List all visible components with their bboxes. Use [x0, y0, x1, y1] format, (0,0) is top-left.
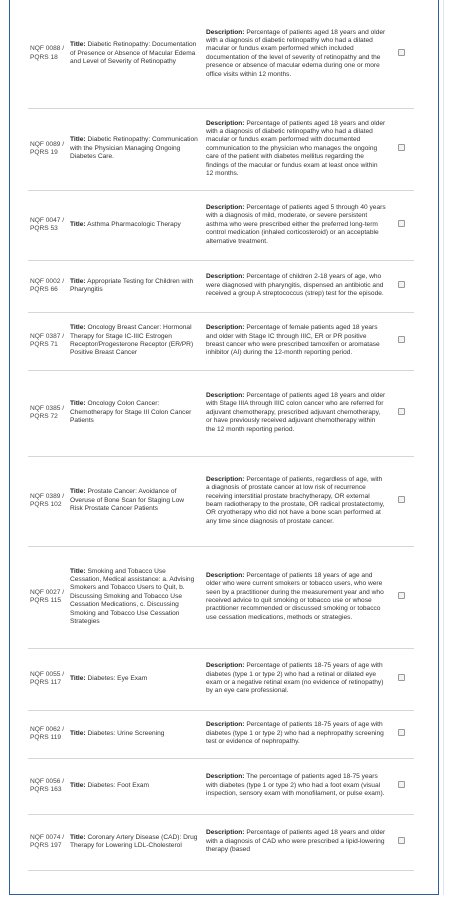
title-label: Title:	[70, 324, 86, 332]
measure-title-cell	[68, 710, 204, 758]
measure-checkbox[interactable]	[398, 408, 405, 415]
measure-title-cell	[68, 108, 204, 190]
measure-description-cell	[204, 0, 388, 108]
title-label: Title:	[70, 488, 86, 496]
measure-title-cell	[68, 814, 204, 870]
title-label: Title:	[70, 277, 86, 285]
measure-checkbox[interactable]	[398, 144, 405, 151]
measure-select-cell	[388, 546, 414, 648]
measure-description: Percentage of patients aged 5 through 40 years with a diagnosis of mild, moderate, or severe persistent asthma who were prescribed either the preferred long-term control medication (inhaled corticosteroid) or an acceptable alternative treatment.	[206, 203, 386, 245]
measure-description: The percentage of patients aged 18-75 years with diabetes (type 1 or type 2) who had a foot exam (visual inspection, sensory exam with monofilament, or pulse exam).	[206, 773, 385, 798]
measure-title-cell	[68, 260, 204, 312]
scroll-rail	[443, 0, 452, 895]
measure-description: Percentage of patients aged 18 years and older with a diagnosis of diabetic retinopathy who had a dilated macular or fundus exam performed which included documentation of the level of severity of retinopathy and the presence or absence of macular edema during one or more office visits within 12 months.	[206, 28, 386, 78]
measure-description-cell	[204, 108, 388, 190]
measure-row	[28, 758, 414, 814]
description-label: Description:	[206, 571, 245, 579]
measure-id: NQF 0389 / PQRS 102	[28, 456, 68, 546]
measure-title-cell	[68, 546, 204, 648]
measure-select-cell	[388, 260, 414, 312]
measure-row	[28, 108, 414, 190]
measure-id: NQF 0088 / PQRS 18	[28, 0, 68, 108]
measure-row	[28, 260, 414, 312]
measure-title: Diabetes: Eye Exam	[87, 674, 148, 682]
measure-description: Percentage of patients 18 years of age and older who were current smokers or tobacco users, who were seen by a practitioner during the measurement year and who received advice to quit smoking or tobacco use or whose practitioner recommended or discussed smoking or tobacco use cessation medications, methods or strategies.	[206, 571, 384, 621]
title-label: Title:	[70, 674, 86, 682]
measure-row	[28, 0, 414, 108]
description-label: Description:	[206, 829, 245, 837]
measure-row	[28, 190, 414, 260]
title-label: Title:	[70, 781, 86, 789]
measure-title: Prostate Cancer: Avoidance of Overuse of Bone Scan for Staging Low Risk Prostate Cancer Patients	[70, 488, 184, 513]
measure-select-cell	[388, 0, 414, 108]
description-label: Description:	[206, 475, 245, 483]
measure-title-cell	[68, 370, 204, 456]
measure-checkbox[interactable]	[398, 496, 405, 503]
measure-id: NQF 0002 / PQRS 66	[28, 260, 68, 312]
measure-description-cell	[204, 190, 388, 260]
measure-title: Diabetic Retinopathy: Communication with the Physician Managing Ongoing Diabetes Care.	[70, 136, 198, 161]
measure-checkbox[interactable]	[398, 674, 405, 681]
measure-description-cell	[204, 546, 388, 648]
measure-title-cell	[68, 648, 204, 710]
description-label: Description:	[206, 28, 245, 36]
measure-title: Smoking and Tobacco Use Cessation, Medical assistance: a. Advising Smokers and Tobacco Users to Quit, b. Discussing Smoking and Tobacco Use Cessation Medications, c. Discussing Smoking and Tobacco Use Cessation Strategies	[70, 567, 195, 626]
measure-id: NQF 0027 / PQRS 115	[28, 546, 68, 648]
measure-id: NQF 0062 / PQRS 119	[28, 710, 68, 758]
description-label: Description:	[206, 662, 245, 670]
description-label: Description:	[206, 203, 245, 211]
description-label: Description:	[206, 273, 245, 281]
title-label: Title:	[70, 400, 86, 408]
measure-checkbox[interactable]	[398, 837, 405, 844]
measures-table	[28, 0, 414, 871]
measure-id: NQF 0387 / PQRS 71	[28, 312, 68, 370]
measure-select-cell	[388, 190, 414, 260]
measure-row	[28, 648, 414, 710]
measure-checkbox[interactable]	[398, 781, 405, 788]
measure-title: Oncology Colon Cancer: Chemotherapy for Stage III Colon Cancer Patients	[70, 400, 192, 425]
measure-description-cell	[204, 648, 388, 710]
measure-id: NQF 0089 / PQRS 19	[28, 108, 68, 190]
title-label: Title:	[70, 41, 86, 49]
measure-description-cell	[204, 456, 388, 546]
measure-title-cell	[68, 312, 204, 370]
measure-description-cell	[204, 758, 388, 814]
measure-title-cell	[68, 758, 204, 814]
measure-select-cell	[388, 758, 414, 814]
measure-checkbox[interactable]	[398, 729, 405, 736]
title-label: Title:	[70, 567, 86, 575]
measure-description: Percentage of patients, regardless of age, with a diagnosis of prostate cancer at low risk of recurrence receiving interstitial prostate brachytherapy, OR external beam radiotherapy to the prostate, OR radical prostatectomy, OR cryotherapy who did not have a bone scan performed at any time since diagnosis of prostate cancer.	[206, 475, 385, 525]
measure-select-cell	[388, 710, 414, 758]
measure-row	[28, 710, 414, 758]
measure-checkbox[interactable]	[398, 220, 405, 227]
measure-row	[28, 546, 414, 648]
measure-checkbox[interactable]	[398, 49, 405, 56]
measure-description: Percentage of female patients aged 18 years and older with Stage IC through IIIC, ER or PR positive breast cancer who were prescribed tamoxifen or aromatase inhibitor (AI) during the 12-month reporting period.	[206, 324, 380, 357]
measure-id: NQF 0074 / PQRS 197	[28, 814, 68, 870]
measure-title-cell	[68, 190, 204, 260]
measure-checkbox[interactable]	[398, 592, 405, 599]
measure-title: Coronary Artery Disease (CAD): Drug Therapy for Lowering LDL-Cholesterol	[70, 833, 198, 849]
measure-title: Asthma Pharmacologic Therapy	[87, 220, 181, 228]
measure-description-cell	[204, 814, 388, 870]
title-label: Title:	[70, 729, 86, 737]
measure-row	[28, 814, 414, 870]
measure-description-cell	[204, 260, 388, 312]
measure-description-cell	[204, 370, 388, 456]
measure-select-cell	[388, 370, 414, 456]
measure-select-cell	[388, 312, 414, 370]
measure-description-cell	[204, 710, 388, 758]
measure-id: NQF 0385 / PQRS 72	[28, 370, 68, 456]
measure-row	[28, 456, 414, 546]
measure-select-cell	[388, 648, 414, 710]
measure-checkbox[interactable]	[398, 336, 405, 343]
measure-id: NQF 0056 / PQRS 163	[28, 758, 68, 814]
measure-select-cell	[388, 814, 414, 870]
description-label: Description:	[206, 119, 245, 127]
measure-description: Percentage of patients aged 18 years and older with a diagnosis of CAD who were prescribed a lipid-lowering therapy (based	[206, 829, 386, 854]
measure-description-cell	[204, 312, 388, 370]
measure-description: Percentage of patients 18-75 years of age with diabetes (type 1 or type 2) who had a nephropathy screening test or evidence of nephropathy.	[206, 721, 384, 746]
measure-id: NQF 0055 / PQRS 117	[28, 648, 68, 710]
description-label: Description:	[206, 773, 245, 781]
measure-description: Percentage of patients aged 18 years and older with a diagnosis of diabetic retinopathy who had a dilated macular or fundus exam performed with documented communication to the physician who manages the ongoing care of the patient with diabetes mellitus regarding the findings of the macular or fundus exam at least once within 12 months.	[206, 119, 386, 178]
description-label: Description:	[206, 324, 245, 332]
measure-select-cell	[388, 456, 414, 546]
measure-checkbox[interactable]	[398, 281, 405, 288]
title-label: Title:	[70, 833, 86, 841]
description-label: Description:	[206, 721, 245, 729]
measure-title: Appropriate Testing for Children with Pharyngitis	[70, 277, 194, 293]
measure-description: Percentage of children 2-18 years of age, who were diagnosed with pharyngitis, dispensed an antibiotic and received a group A streptococcus (strep) test for the episode.	[206, 273, 384, 298]
measure-select-cell	[388, 108, 414, 190]
title-label: Title:	[70, 136, 86, 144]
measure-row	[28, 370, 414, 456]
measure-description: Percentage of patients 18-75 years of age with diabetes (type 1 or type 2) who had a retinal or dilated eye exam or a negative retinal exam (no evidence of retinopathy) by an eye care professional.	[206, 662, 384, 695]
measure-title: Oncology Breast Cancer: Hormonal Therapy for Stage IC-IIIC Estrogen Receptor/Progesterone Receptor (ER/PR) Positive Breast Cancer	[70, 324, 194, 357]
measure-id: NQF 0047 / PQRS 53	[28, 190, 68, 260]
measure-title: Diabetes: Urine Screening	[87, 729, 165, 737]
measure-title: Diabetes: Foot Exam	[87, 781, 150, 789]
measure-title-cell	[68, 456, 204, 546]
measure-title-cell	[68, 0, 204, 108]
measure-description: Percentage of patients aged 18 years and older with Stage IIIA through IIIC colon cancer who are referred for adjuvant chemotherapy, prescribed adjuvant chemotherapy, or have previously received adjuvant chemotherapy within the 12 month reporting period.	[206, 391, 386, 433]
measure-title: Diabetic Retinopathy: Documentation of Presence or Absence of Macular Edema and Level of Severity of Retinopathy	[70, 41, 197, 65]
description-label: Description:	[206, 391, 245, 399]
measure-row	[28, 312, 414, 370]
title-label: Title:	[70, 220, 86, 228]
